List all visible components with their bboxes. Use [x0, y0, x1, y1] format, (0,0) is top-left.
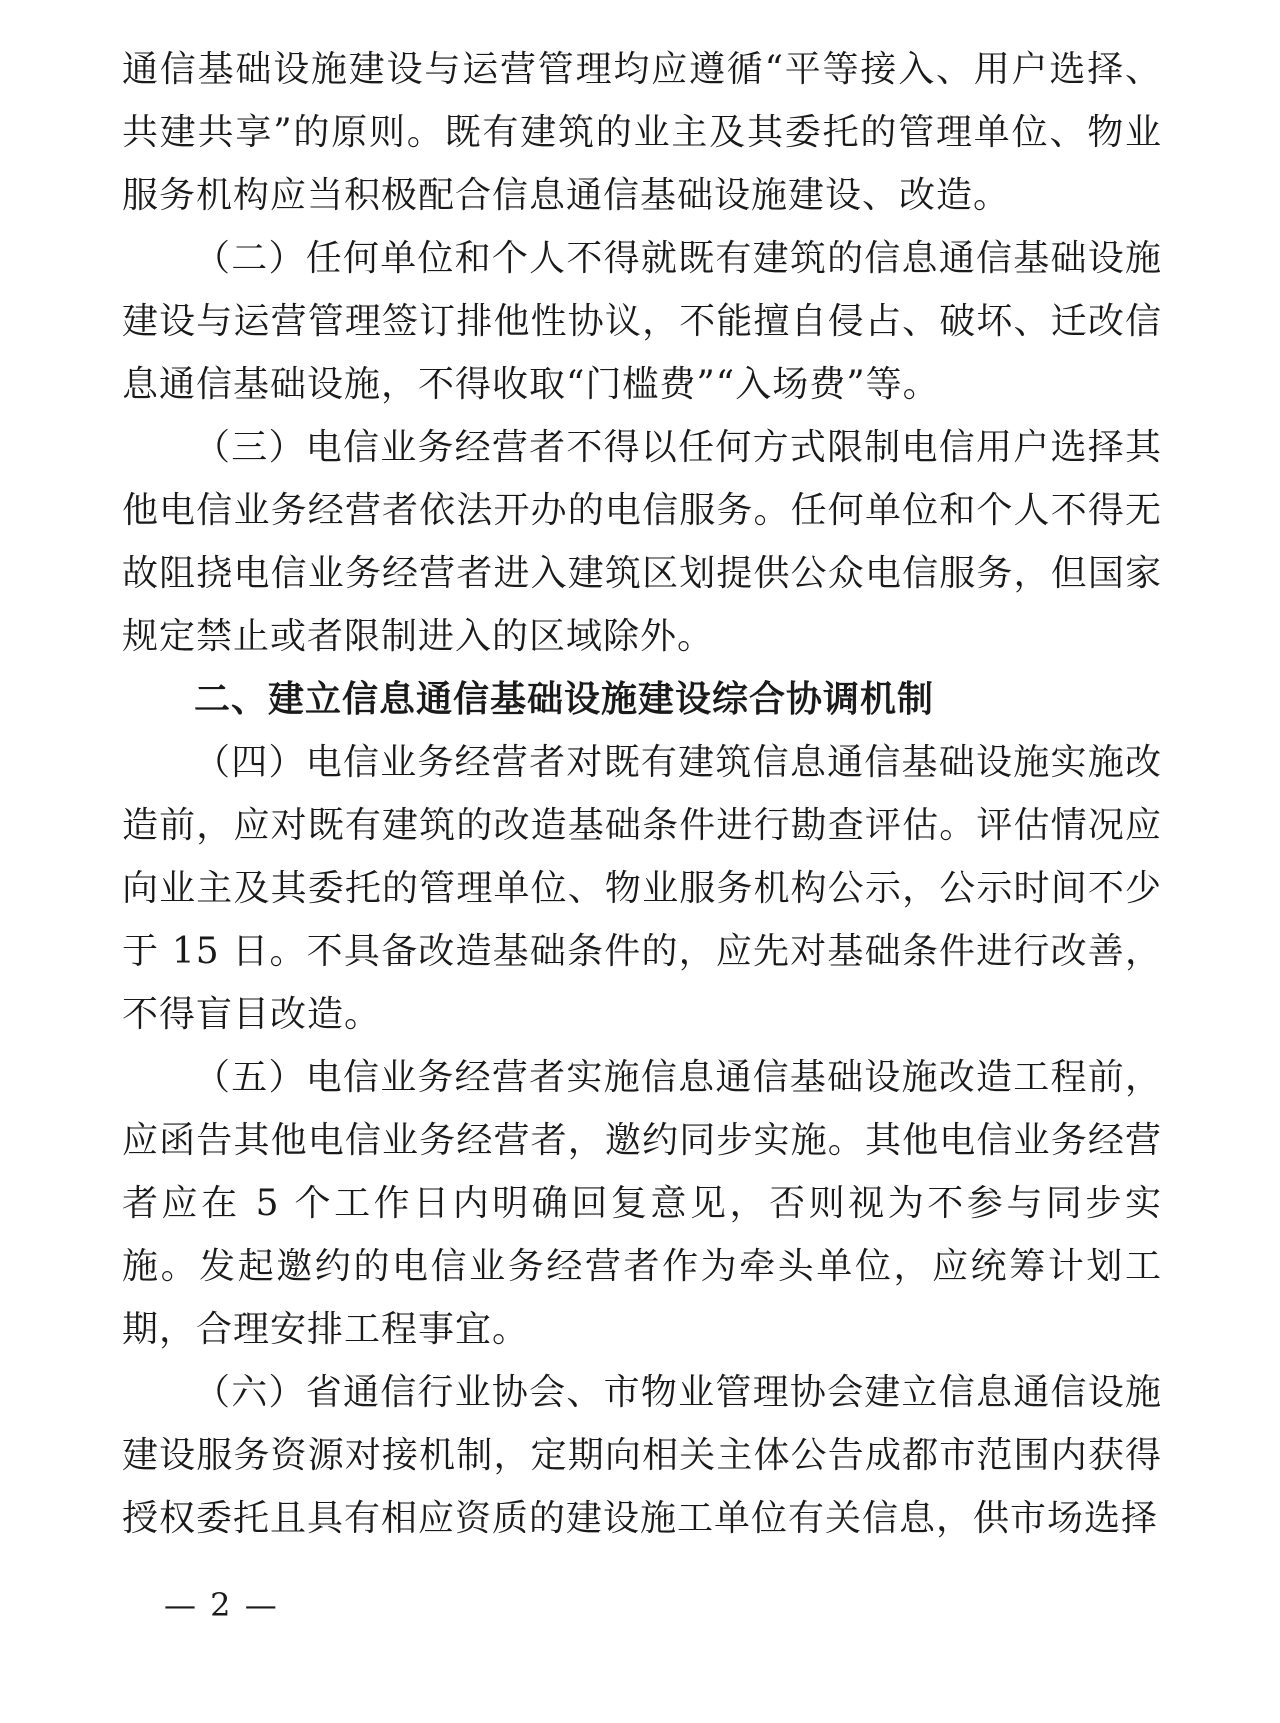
paragraph-item-5: （五）电信业务经营者实施信息通信基础设施改造工程前，应函告其他电信业务经营者，邀约同步实施。其他电信业务经营者应在 5 个工作日内明确回复意见，否则视为不参与同步实施。发起邀约的电信业务经营者作为牵头单位，应统筹计划工期，合理安排工程事宜。	[122, 1057, 1162, 1350]
page-number: — 2 —	[164, 1586, 279, 1624]
paragraph-item-3: （三）电信业务经营者不得以任何方式限制电信用户选择其他电信业务经营者依法开办的电信服务。任何单位和个人不得无故阻挠电信业务经营者进入建筑区划提供公众电信服务，但国家规定禁止或者限制进入的区域除外。	[122, 427, 1162, 657]
paragraph-continuation: 通信基础设施建设与运营管理均应遵循“平等接入、用户选择、共建共享”的原则。既有建筑的业主及其委托的管理单位、物业服务机构应当积极配合信息通信基础设施建设、改造。	[122, 49, 1162, 216]
paragraph-item-4: （四）电信业务经营者对既有建筑信息通信基础设施实施改造前，应对既有建筑的改造基础条件进行勘查评估。评估情况应向业主及其委托的管理单位、物业服务机构公示，公示时间不少于 15 日。不具备改造基础条件的，应先对基础条件进行改善，不得盲目改造。	[122, 742, 1162, 1035]
paragraph-item-6: （六）省通信行业协会、市物业管理协会建立信息通信设施建设服务资源对接机制，定期向相关主体公告成都市范围内获得授权委托且具有相应资质的建设施工单位有关信息，供市场选择	[122, 1372, 1162, 1539]
paragraph-item-2: （二）任何单位和个人不得就既有建筑的信息通信基础设施建设与运营管理签订排他性协议，不能擅自侵占、破坏、迁改信息通信基础设施，不得收取“门槛费”“入场费”等。	[122, 238, 1162, 405]
section-heading-2: 二、建立信息通信基础设施建设综合协调机制	[194, 678, 935, 720]
document-page	[122, 38, 1162, 1550]
